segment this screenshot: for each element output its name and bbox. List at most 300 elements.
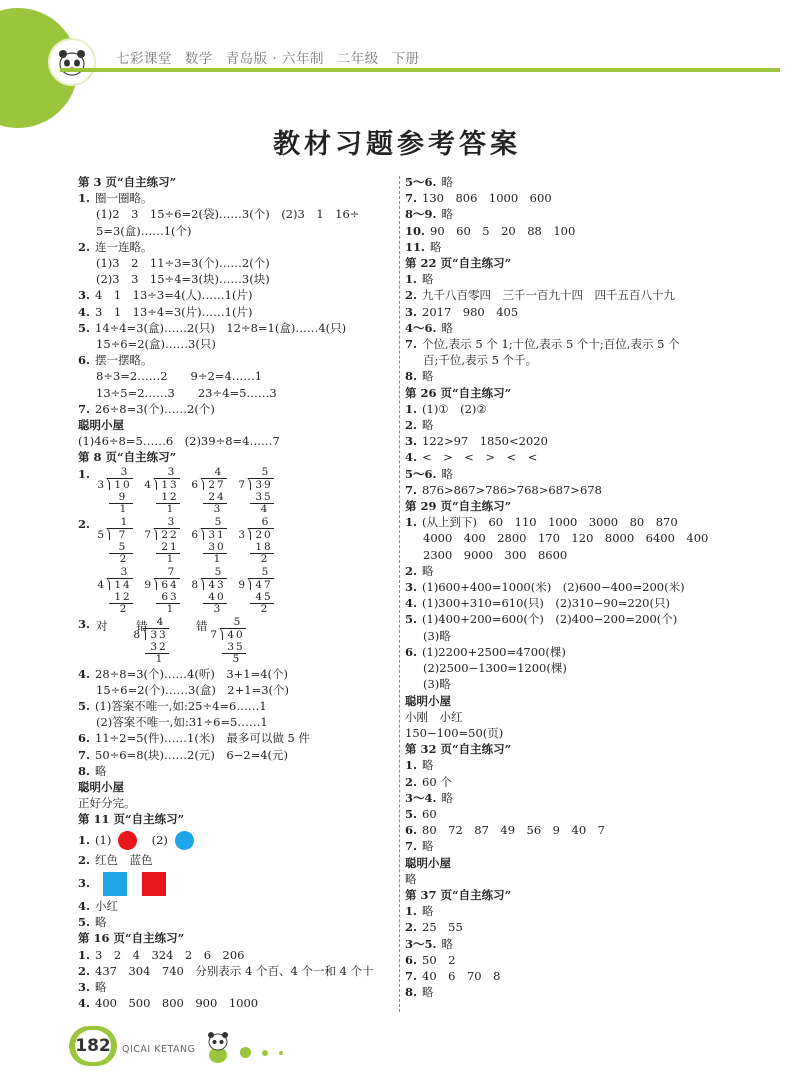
answer-text: 60 个: [422, 774, 452, 789]
answer-text: 略: [441, 936, 454, 951]
answer-text: (3)略: [423, 628, 451, 643]
dividend: 13: [161, 478, 179, 491]
answer-text: 4 1 13÷3=4(人)……1(片): [95, 288, 253, 303]
item-number: 3.: [78, 288, 91, 303]
answer-line: [405, 579, 735, 595]
answer-text: (1)3 2 11÷3=3(个)……2(个): [96, 256, 270, 271]
quotient: 4: [214, 465, 222, 478]
long-division: [209, 616, 249, 666]
dividend: 39: [255, 478, 273, 491]
page-number-badge: [69, 1026, 117, 1066]
answer-line: [405, 676, 735, 692]
red-square-shape: [142, 872, 166, 896]
product: 35: [227, 640, 245, 653]
answer-line: (1)46÷8=5……6 (2)39÷8=4……7: [78, 434, 280, 449]
answer-text: 3 1 13÷4=3(片)……1(片): [95, 304, 253, 319]
answer-line: [405, 725, 735, 741]
answer-line: [78, 763, 394, 779]
p8-answers: [78, 666, 394, 779]
quotient: 1: [120, 515, 128, 528]
answer-line: [78, 255, 394, 271]
quotient: 5: [261, 465, 269, 478]
answer-line: [405, 547, 735, 563]
product: 35: [255, 490, 273, 503]
division-bracket: [151, 478, 157, 490]
dividend: 40: [227, 628, 245, 641]
answer-line: [405, 271, 735, 287]
quotient: 5: [214, 565, 222, 578]
answer-line: 1. (1) (2): [78, 828, 394, 852]
item-number: 3.: [405, 304, 418, 319]
answer-text: 略: [422, 418, 434, 433]
item-number: 1.: [78, 947, 91, 962]
p3-answers: [78, 190, 394, 417]
answer-line: [78, 287, 394, 303]
division-bracket: [151, 578, 157, 590]
item-number: 2.: [405, 774, 418, 789]
section-heading: 聪明小屋: [78, 418, 124, 433]
answer-line: [405, 449, 735, 465]
answer-line: [405, 466, 735, 482]
answer-line: [405, 174, 735, 190]
answer-text: 2300 9000 300 8600: [423, 547, 568, 562]
item-number: 4.: [78, 304, 91, 319]
answer-text: 略: [422, 369, 434, 384]
answer-line: [78, 666, 394, 682]
long-division: [190, 466, 230, 516]
blue-square-shape: [103, 872, 127, 896]
item-number: 2.: [405, 418, 418, 433]
remainder: 3: [213, 602, 221, 615]
item-number: 11.: [405, 239, 426, 254]
quotient: 5: [261, 565, 269, 578]
long-division: [237, 566, 277, 616]
item-number: 1.: [405, 401, 418, 416]
divisor: 4: [97, 578, 104, 591]
answer-line: [78, 698, 394, 714]
product: 18: [255, 540, 273, 553]
dividend: 33: [150, 628, 168, 641]
answer-line: [405, 287, 735, 303]
section-heading: [405, 741, 735, 757]
item-number: 5.: [78, 320, 91, 335]
item-number: 8.: [78, 763, 91, 778]
item-number: 2.: [405, 563, 418, 578]
long-division: [190, 516, 230, 566]
answer-line: [405, 984, 735, 1000]
answer-text: (1)① (2)②: [422, 401, 487, 416]
answer-line: [78, 714, 394, 730]
answer-text: 437 304 740 分别表示 4 个百、4 个一和 4 个十: [95, 963, 374, 978]
answer-line: [78, 239, 394, 255]
division-bracket: [104, 478, 110, 490]
item-number: 2.: [78, 963, 91, 978]
product: 12: [161, 490, 179, 503]
quotient: 3: [167, 515, 175, 528]
answer-text: 小红: [95, 898, 119, 913]
division-bracket: [245, 478, 251, 490]
page-number: 182: [75, 1030, 111, 1062]
product: 30: [208, 540, 226, 553]
answer-line: 正好分完。: [78, 796, 136, 811]
item-number: 7.: [405, 839, 418, 854]
long-division: [143, 516, 183, 566]
answer-line: [405, 806, 735, 822]
product: 40: [208, 590, 226, 603]
division-group: [132, 616, 256, 666]
answer-line: [78, 747, 394, 763]
item-number: 1.: [405, 904, 418, 919]
answer-text: 个位,表示 5 个 1;十位,表示 5 个十;百位,表示 5 个: [422, 337, 680, 352]
division-row-4: [78, 616, 394, 666]
item-number: 6.: [405, 952, 418, 967]
answer-text: < > < > < <: [422, 450, 538, 465]
answer-text: 略: [422, 985, 434, 1000]
division-bracket: [245, 528, 251, 540]
answer-text: 第 26 页“自主练习”: [405, 385, 512, 400]
divisor: 3: [97, 478, 104, 491]
answer-text: 略: [441, 320, 454, 335]
dividend: 43: [208, 578, 226, 591]
item-number: 4.: [405, 450, 418, 465]
page-title: 教材习题参考答案: [273, 129, 521, 160]
divisor: 8: [133, 628, 140, 641]
answer-line: [405, 757, 735, 773]
answer-text: 略: [95, 979, 107, 994]
answer-line: 5. 略: [78, 915, 107, 930]
dividend: 31: [208, 528, 226, 541]
answer-line: [405, 871, 735, 887]
item-number: 6.: [78, 353, 91, 368]
sub-label: (2): [151, 832, 168, 847]
item-number: 5.: [405, 612, 418, 627]
quotient: 7: [167, 565, 175, 578]
quotient: 3: [167, 465, 175, 478]
answer-line: [405, 936, 735, 952]
answer-text: 第 32 页“自主练习”: [405, 742, 512, 757]
answer-text: (1)答案不唯一,如:25÷4=6……1: [95, 699, 267, 714]
long-division: [237, 466, 277, 516]
answer-line: [405, 790, 735, 806]
divisor: 7: [210, 628, 217, 641]
answer-text: 略: [95, 763, 107, 778]
answer-line: [405, 919, 735, 935]
header-mascot-badge: [48, 38, 96, 86]
answer-text: (1)600+400=1000(米) (2)600−400=200(米): [422, 580, 685, 595]
divisor: 6: [191, 528, 198, 541]
item-number: 2.: [78, 239, 91, 254]
answer-line: [405, 336, 735, 352]
long-division: [96, 566, 136, 616]
answer-text: 略: [422, 758, 434, 773]
item-number: 7.: [405, 191, 418, 206]
answer-line: [405, 223, 735, 239]
answer-text: 连一连略。: [95, 239, 153, 254]
item-number: 5.: [405, 806, 418, 821]
item-number: 7.: [405, 482, 418, 497]
remainder: 2: [119, 602, 127, 615]
division-bracket: [198, 478, 204, 490]
answer-text: 略: [405, 871, 417, 886]
answer-line: [405, 320, 735, 336]
answer-text: 聪明小屋: [405, 693, 451, 708]
division-bracket: [140, 628, 146, 640]
answer-line: 2. 红色 蓝色: [78, 852, 153, 867]
remainder: 2: [260, 552, 268, 565]
answer-line: [405, 611, 735, 627]
item-number: 10.: [405, 223, 426, 238]
answer-text: 略: [441, 175, 454, 189]
remainder: 2: [260, 602, 268, 615]
answer-line: [78, 682, 394, 698]
item-number: 8～9.: [405, 207, 437, 222]
answer-line: [405, 628, 735, 644]
item-number: 3～4.: [405, 790, 437, 805]
remainder: 4: [260, 502, 268, 515]
item-number: 1.: [405, 515, 418, 530]
right-column: [405, 174, 735, 1000]
item-number: 4.: [78, 996, 91, 1011]
answer-line: [78, 963, 394, 979]
answer-line: [405, 903, 735, 919]
answer-line: [78, 304, 394, 320]
quotient: 5: [214, 515, 222, 528]
section-heading: [405, 255, 735, 271]
answer-text: 400 500 800 900 1000: [95, 996, 259, 1011]
answer-line: [78, 401, 394, 417]
answer-text: 60: [422, 806, 437, 821]
answer-line: [78, 730, 394, 746]
answer-line: [405, 595, 735, 611]
quotient: 3: [120, 565, 128, 578]
answer-text: 122>97 1850<2020: [422, 434, 548, 449]
answer-line: [405, 433, 735, 449]
section-heading: [405, 693, 735, 709]
answer-line: [405, 482, 735, 498]
item-number: 7.: [405, 968, 418, 983]
item-number: 1.: [405, 758, 418, 773]
item-number: 8.: [405, 985, 418, 1000]
column-divider: [399, 176, 400, 1012]
answer-line: [405, 417, 735, 433]
remainder: 1: [119, 502, 127, 515]
sub-label: (1): [95, 832, 112, 847]
dividend: 10: [114, 478, 132, 491]
left-column: [78, 174, 394, 1011]
answer-line: [78, 271, 394, 287]
footer-brand: QICAI KETANG: [122, 1044, 196, 1055]
answer-line: [405, 352, 735, 368]
item-number: 2.: [405, 920, 418, 935]
long-division: [143, 566, 183, 616]
dot-small: [279, 1051, 283, 1055]
edition: 青岛版 · 六年制: [225, 51, 324, 67]
item-number: 3.: [78, 616, 91, 631]
answer-text: 百;千位,表示 5 个千。: [423, 353, 538, 368]
division-bracket: [104, 578, 110, 590]
panda-mascot-icon: [203, 1030, 233, 1064]
divisor: 3: [238, 528, 245, 541]
answer-text: 略: [441, 466, 454, 481]
series-name: 七彩课堂: [116, 51, 172, 67]
red-circle-shape: [118, 831, 137, 850]
answer-text: 略: [441, 790, 454, 805]
answer-line: [78, 385, 394, 401]
division-bracket: [198, 528, 204, 540]
answer-line: [405, 530, 735, 546]
item-number: 4.: [78, 666, 91, 681]
answer-text: 摆一摆略。: [95, 353, 153, 368]
quotient: 5: [233, 615, 241, 628]
section-heading: [405, 887, 735, 903]
answer-line: [78, 352, 394, 368]
item-number: 1.: [78, 466, 91, 481]
division-row-3: [78, 566, 394, 616]
answer-text: 13÷5=2……3 23÷4=5……3: [96, 385, 277, 400]
answer-line: [405, 206, 735, 222]
answer-text: 略: [422, 272, 434, 287]
answer-line: [405, 239, 735, 255]
answer-text: 4000 400 2800 170 120 8000 6400 400: [423, 531, 709, 546]
remainder: 1: [166, 602, 174, 615]
item-number: 5～6.: [405, 175, 437, 189]
dot-medium: [262, 1050, 268, 1056]
answer-text: 130 806 1000 600: [422, 191, 552, 206]
answer-line: [405, 304, 735, 320]
long-division: [132, 616, 172, 666]
divisor: 5: [97, 528, 104, 541]
answer-text: 九千八百零四 三千一百九十四 四千五百八十九: [422, 288, 676, 303]
answer-line: [78, 190, 394, 206]
answer-line: 3.: [78, 868, 394, 898]
section-heading: [405, 498, 735, 514]
answer-text: 略: [95, 915, 107, 930]
item-number: 1.: [78, 191, 91, 206]
item-number: 3～5.: [405, 936, 437, 951]
remainder: 1: [166, 502, 174, 515]
section-heading: 第 8 页“自主练习”: [78, 450, 177, 465]
answer-text: 第 22 页“自主练习”: [405, 256, 512, 271]
division-row-2: [78, 516, 394, 566]
product: 32: [150, 640, 168, 653]
footer-mascot: [203, 1030, 233, 1064]
dividend: 14: [114, 578, 132, 591]
answer-text: 小刚 小红: [405, 709, 463, 724]
judgement-label: 错: [196, 618, 208, 633]
answer-line: [78, 368, 394, 384]
answer-text: 14÷4=3(盒)……2(只) 12÷8=1(盒)……4(只): [95, 320, 347, 335]
header-rule: [60, 68, 780, 72]
section-heading: [405, 385, 735, 401]
dividend: 7: [118, 528, 128, 541]
answer-line: 4. 小红: [78, 898, 119, 913]
product: 12: [114, 590, 132, 603]
answer-text: 80 72 87 49 56 9 40 7: [422, 823, 605, 838]
answer-line: [78, 995, 394, 1011]
item-number: 1.: [405, 272, 418, 287]
section-heading: 第 3 页“自主练习”: [78, 175, 177, 189]
remainder: 5: [232, 652, 240, 665]
answer-text: (1)400+200=600(个) (2)400−200=200(个): [422, 612, 678, 627]
answer-text: 略: [441, 207, 454, 222]
answer-line: [78, 336, 394, 352]
answer-text: 50÷6=8(块)……2(元) 6−2=4(元): [95, 747, 289, 762]
item-number: 8.: [405, 369, 418, 384]
answer-line: [405, 952, 735, 968]
answer-text: 圈一圈略。: [95, 191, 153, 206]
answer-text: (1)2200+2500=4700(棵): [422, 644, 566, 659]
true-false-answers: [96, 616, 356, 666]
answer-text: (1)300+310=610(只) (2)310−90=220(只): [422, 596, 670, 611]
item-number: 5.: [78, 699, 91, 714]
item-number: 5～6.: [405, 466, 437, 481]
grade: 二年级: [336, 51, 379, 67]
long-division: [96, 466, 136, 516]
answer-text: 略: [430, 239, 442, 254]
division-row-1: [78, 466, 394, 516]
answer-text: (2)答案不唯一,如:31÷6=5……1: [96, 715, 268, 730]
divisor: 9: [144, 578, 151, 591]
answer-text: 红色 蓝色: [95, 852, 153, 867]
division-bracket: [104, 528, 110, 540]
remainder: 1: [166, 552, 174, 565]
item-number: 7.: [78, 747, 91, 762]
dividend: 20: [255, 528, 273, 541]
answer-text: 8÷3=2……2 9÷2=4……1: [96, 369, 263, 384]
answer-text: 90 60 5 20 88 100: [430, 223, 576, 238]
answer-text: 150−100=50(页): [405, 725, 504, 740]
product: 5: [118, 540, 128, 553]
item-number: 7.: [78, 401, 91, 416]
remainder: 3: [213, 502, 221, 515]
divisor: 8: [191, 578, 198, 591]
answer-text: (从上到下) 60 110 1000 3000 80 870: [422, 515, 678, 530]
remainder: 1: [155, 652, 163, 665]
section-heading: [405, 855, 735, 871]
judgement-label: 错: [136, 618, 148, 633]
long-division: [190, 566, 230, 616]
answer-line: [405, 401, 735, 417]
dividend: 47: [255, 578, 273, 591]
answer-line: [405, 190, 735, 206]
answer-text: 40 6 70 8: [422, 968, 501, 983]
long-division: [237, 516, 277, 566]
answer-line: [405, 660, 735, 676]
dividend: 27: [208, 478, 226, 491]
division-bracket: [198, 578, 204, 590]
item-number: 6.: [405, 823, 418, 838]
answer-line: [405, 822, 735, 838]
answer-line: [405, 514, 735, 530]
answer-text: (2)2500−1300=1200(棵): [423, 661, 567, 676]
answer-text: 聪明小屋: [405, 855, 451, 870]
product: 63: [161, 590, 179, 603]
footer-dots: [240, 1042, 289, 1061]
answer-line: [78, 206, 394, 222]
divisor: 6: [191, 478, 198, 491]
answer-text: 11÷2=5(件)……1(米) 最多可以做 5 件: [95, 731, 310, 746]
item-number: 6.: [78, 731, 91, 746]
division-group: [96, 516, 284, 566]
division-bracket: [217, 628, 223, 640]
dividend: 64: [161, 578, 179, 591]
answer-line: [405, 368, 735, 384]
item-number: 4.: [405, 596, 418, 611]
divisor: 9: [238, 578, 245, 591]
product: 21: [161, 540, 179, 553]
answer-text: 26÷8=3(个)……2(个): [95, 401, 215, 416]
answer-text: 15÷6=2(个)……3(盒) 2+1=3(个): [96, 682, 289, 697]
